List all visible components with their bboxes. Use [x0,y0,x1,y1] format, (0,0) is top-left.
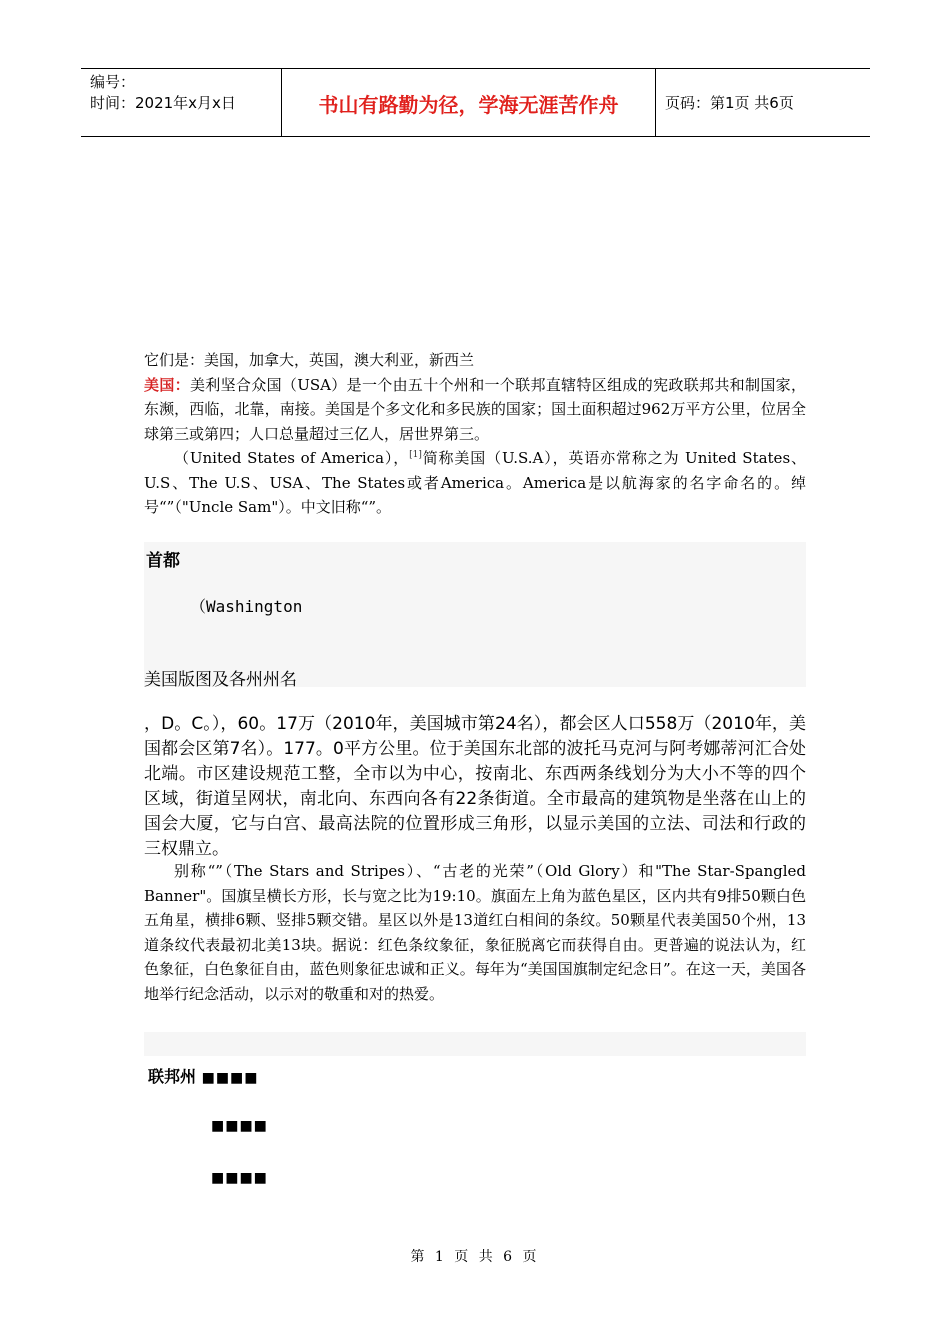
federal-state-heading [148,1064,259,1087]
usa-fullname: （United States of America）， [174,449,410,467]
page-footer: 第 1 页 共 6 页 [410,1249,540,1265]
federal-blocks-1: ■■■■ [211,1118,268,1134]
usa-text: 美利坚合众国（USA）是一个由五十个州和一个联邦直辖特区组成的宪政联邦共和制国家，东濒，西临，北靠，南接。美国是个多文化和多民族的国家；国土面积超过962万平方公里，位居全球第三或第四；人口总量超过三亿人，居世界第三。 [144,375,806,443]
capital-description: ，D。C。），60。17万（2010年，美国城市第24名），都会区人口558万（2010年，美国都会区第7名）。177。0平方公里。位于美国东北部的波托马克河与阿考娜蒂河汇合处北端。市区建设规范工整，全市以为中心，按南北、东西两条线划分为大小不等的四个区域，街道呈网状，南北向、东西向各有22条街道。全市最高的建筑物是坐落在山上的国会大厦，它与白宫、最高法院的位置形成三角形，以显示美国的立法、司法和行政的三权鼎立。 [144,714,806,859]
federal-blocks-2: ■■■■ [211,1170,268,1186]
capital-description-section [144,712,806,862]
capital-heading: 首都 [146,551,180,571]
federal-blocks-0: ■■■■ [201,1070,259,1086]
capital-name: （Washington [190,597,303,616]
usa-aliases: 简称美国（U.S.A），英语亦常称之为 United States、U.S、The U.S、USA、The States或者America。America是以航海家的名字命名的。绰号“”（"Uncle Sam"）。中文旧称“”。 [144,449,806,516]
header-motto: 书山有路勤为径，学海无涯苦作舟 [282,69,656,136]
header-number-label: 编号： [90,73,136,91]
map-caption: 美国版图及各州州名 [144,670,297,690]
usa-paragraph [144,373,806,447]
federal-heading-text: 联邦州 [148,1067,197,1086]
flag-section [144,859,806,1006]
citation-link[interactable]: [1] [409,450,422,460]
federal-block-background [144,1032,806,1056]
header-page-info: 页码：第1页 共6页 [665,94,794,112]
header-table [81,68,870,137]
intro-section [144,348,806,520]
flag-description: 别称“”（The Stars and Stripes）、“古老的光荣”（Old Glory）和"The Star-Spangled Banner"。国旗呈横长方形，长与宽之比为19:10。旗面左上角为蓝色星区，区内共有9排50颗白色五角星，横排6颗、竖排5颗交错。星区以外是13道红白相间的条纹。50颗星代表美国50个州，13道条纹代表最初北美13块。据说：红色条纹象征，象征脱离它而获得自由。更普遍的说法认为，红色象征，白色象征自由，蓝色则象征忠诚和正义。每年为“美国国旗制定纪念日”。在这一天，美国各地举行纪念活动，以示对的敬重和对的热爱。 [144,862,806,1003]
usa-label: 美国： [144,375,190,394]
header-time-label: 时间：2021年x月x日 [90,94,236,112]
intro-line: 它们是：美国，加拿大，英国，澳大利亚，新西兰 [144,351,475,369]
usa-name-paragraph [144,446,806,520]
header-meta [81,69,282,136]
